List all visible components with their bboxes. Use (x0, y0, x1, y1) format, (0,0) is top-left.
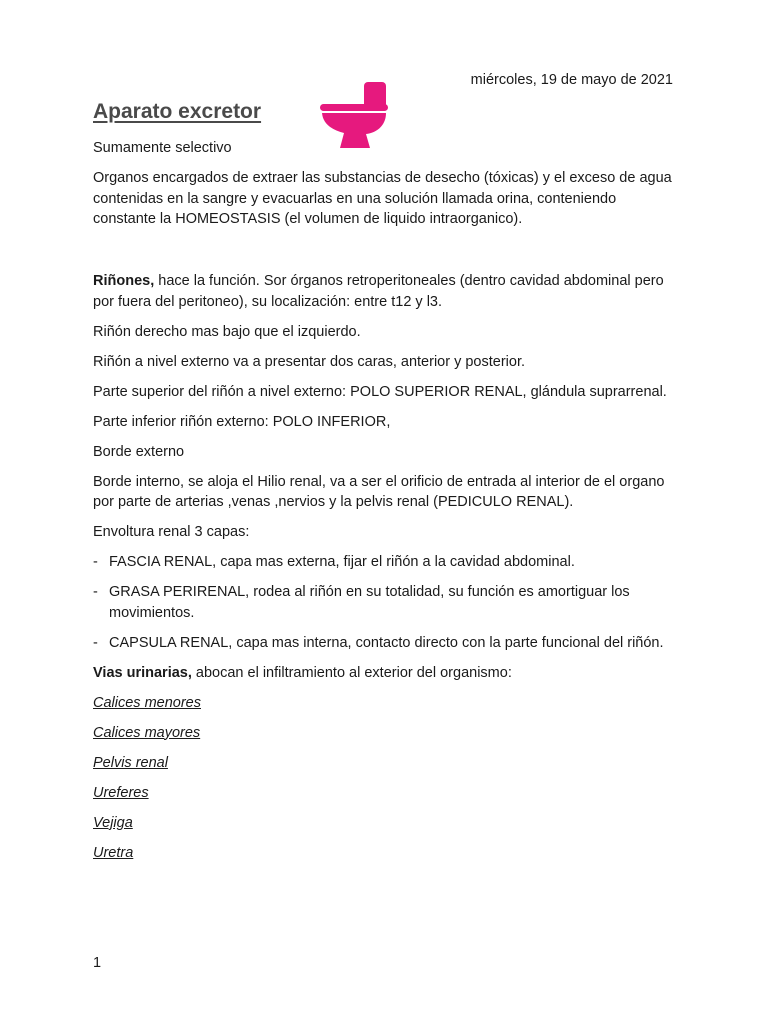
list-item: - FASCIA RENAL, capa mas externa, fijar el riñón a la cavidad abdominal. (93, 552, 683, 573)
kidneys-heading: Riñones, (93, 273, 155, 289)
kidney-paragraph: Borde interno, se aloja el Hilio renal, va a ser el orificio de entrada al interior de el organo por parte de arterias ,venas ,nervios y la pelvis renal (PEDICULO RENAL). (93, 473, 665, 510)
document-date: miércoles, 19 de mayo de 2021 (470, 72, 673, 88)
page-number: 1 (93, 955, 102, 971)
document-title: Aparato excretor (93, 100, 262, 123)
urinary-heading: Vias urinarias, (93, 664, 192, 681)
list-item: Ureferes (93, 784, 149, 801)
kidney-paragraph: Envoltura renal 3 capas: (93, 524, 250, 540)
bullet-dash: - (93, 554, 98, 570)
list-item: Calices mayores (93, 724, 201, 741)
list-item: Uretra (93, 844, 134, 861)
kidney-paragraph: Parte superior del riñón a nivel externo: POLO SUPERIOR RENAL, glándula suprarrenal. (93, 383, 667, 400)
list-item: - GRASA PERIRENAL, rodea al riñón en su totalidad, su función es amortiguar los movimientos. (93, 584, 630, 621)
kidney-paragraph: Riñón derecho mas bajo que el izquierdo. (93, 323, 361, 340)
kidneys-paragraph: Riñones, hace la función. Sor órganos retroperitoneales (dentro cavidad abdominal pero por fuera del peritoneo), su localización: entre t12 y l3. (93, 273, 664, 310)
renal-layers-list (93, 552, 683, 653)
list-item: Vejiga (93, 814, 133, 831)
list-item: Calices menores (93, 694, 201, 711)
subtitle: Sumamente selectivo (93, 140, 232, 156)
kidney-paragraph: Borde externo (93, 443, 185, 460)
urinary-paragraph: Vias urinarias, abocan el infiltramiento al exterior del organismo: (93, 664, 512, 681)
intro-paragraph: Organos encargados de extraer las substancias de desecho (tóxicas) y el exceso de agua contenidas en la sangre y evacuarlas en una solución llamada orina, conteniendo constante la HOMEOSTASIS (el volumen de liquido intraorganico). (93, 170, 672, 227)
list-item: - CAPSULA RENAL, capa mas interna, contacto directo con la parte funcional del riñón. (93, 633, 683, 654)
bullet-dash: - (93, 634, 98, 651)
document-body (93, 138, 683, 873)
list-item: Pelvis renal (93, 754, 168, 771)
kidney-paragraph: Parte inferior riñón externo: POLO INFERIOR, (93, 413, 391, 430)
kidney-paragraph: Riñón a nivel externo va a presentar dos caras, anterior y posterior. (93, 353, 526, 370)
bullet-dash: - (93, 584, 98, 600)
